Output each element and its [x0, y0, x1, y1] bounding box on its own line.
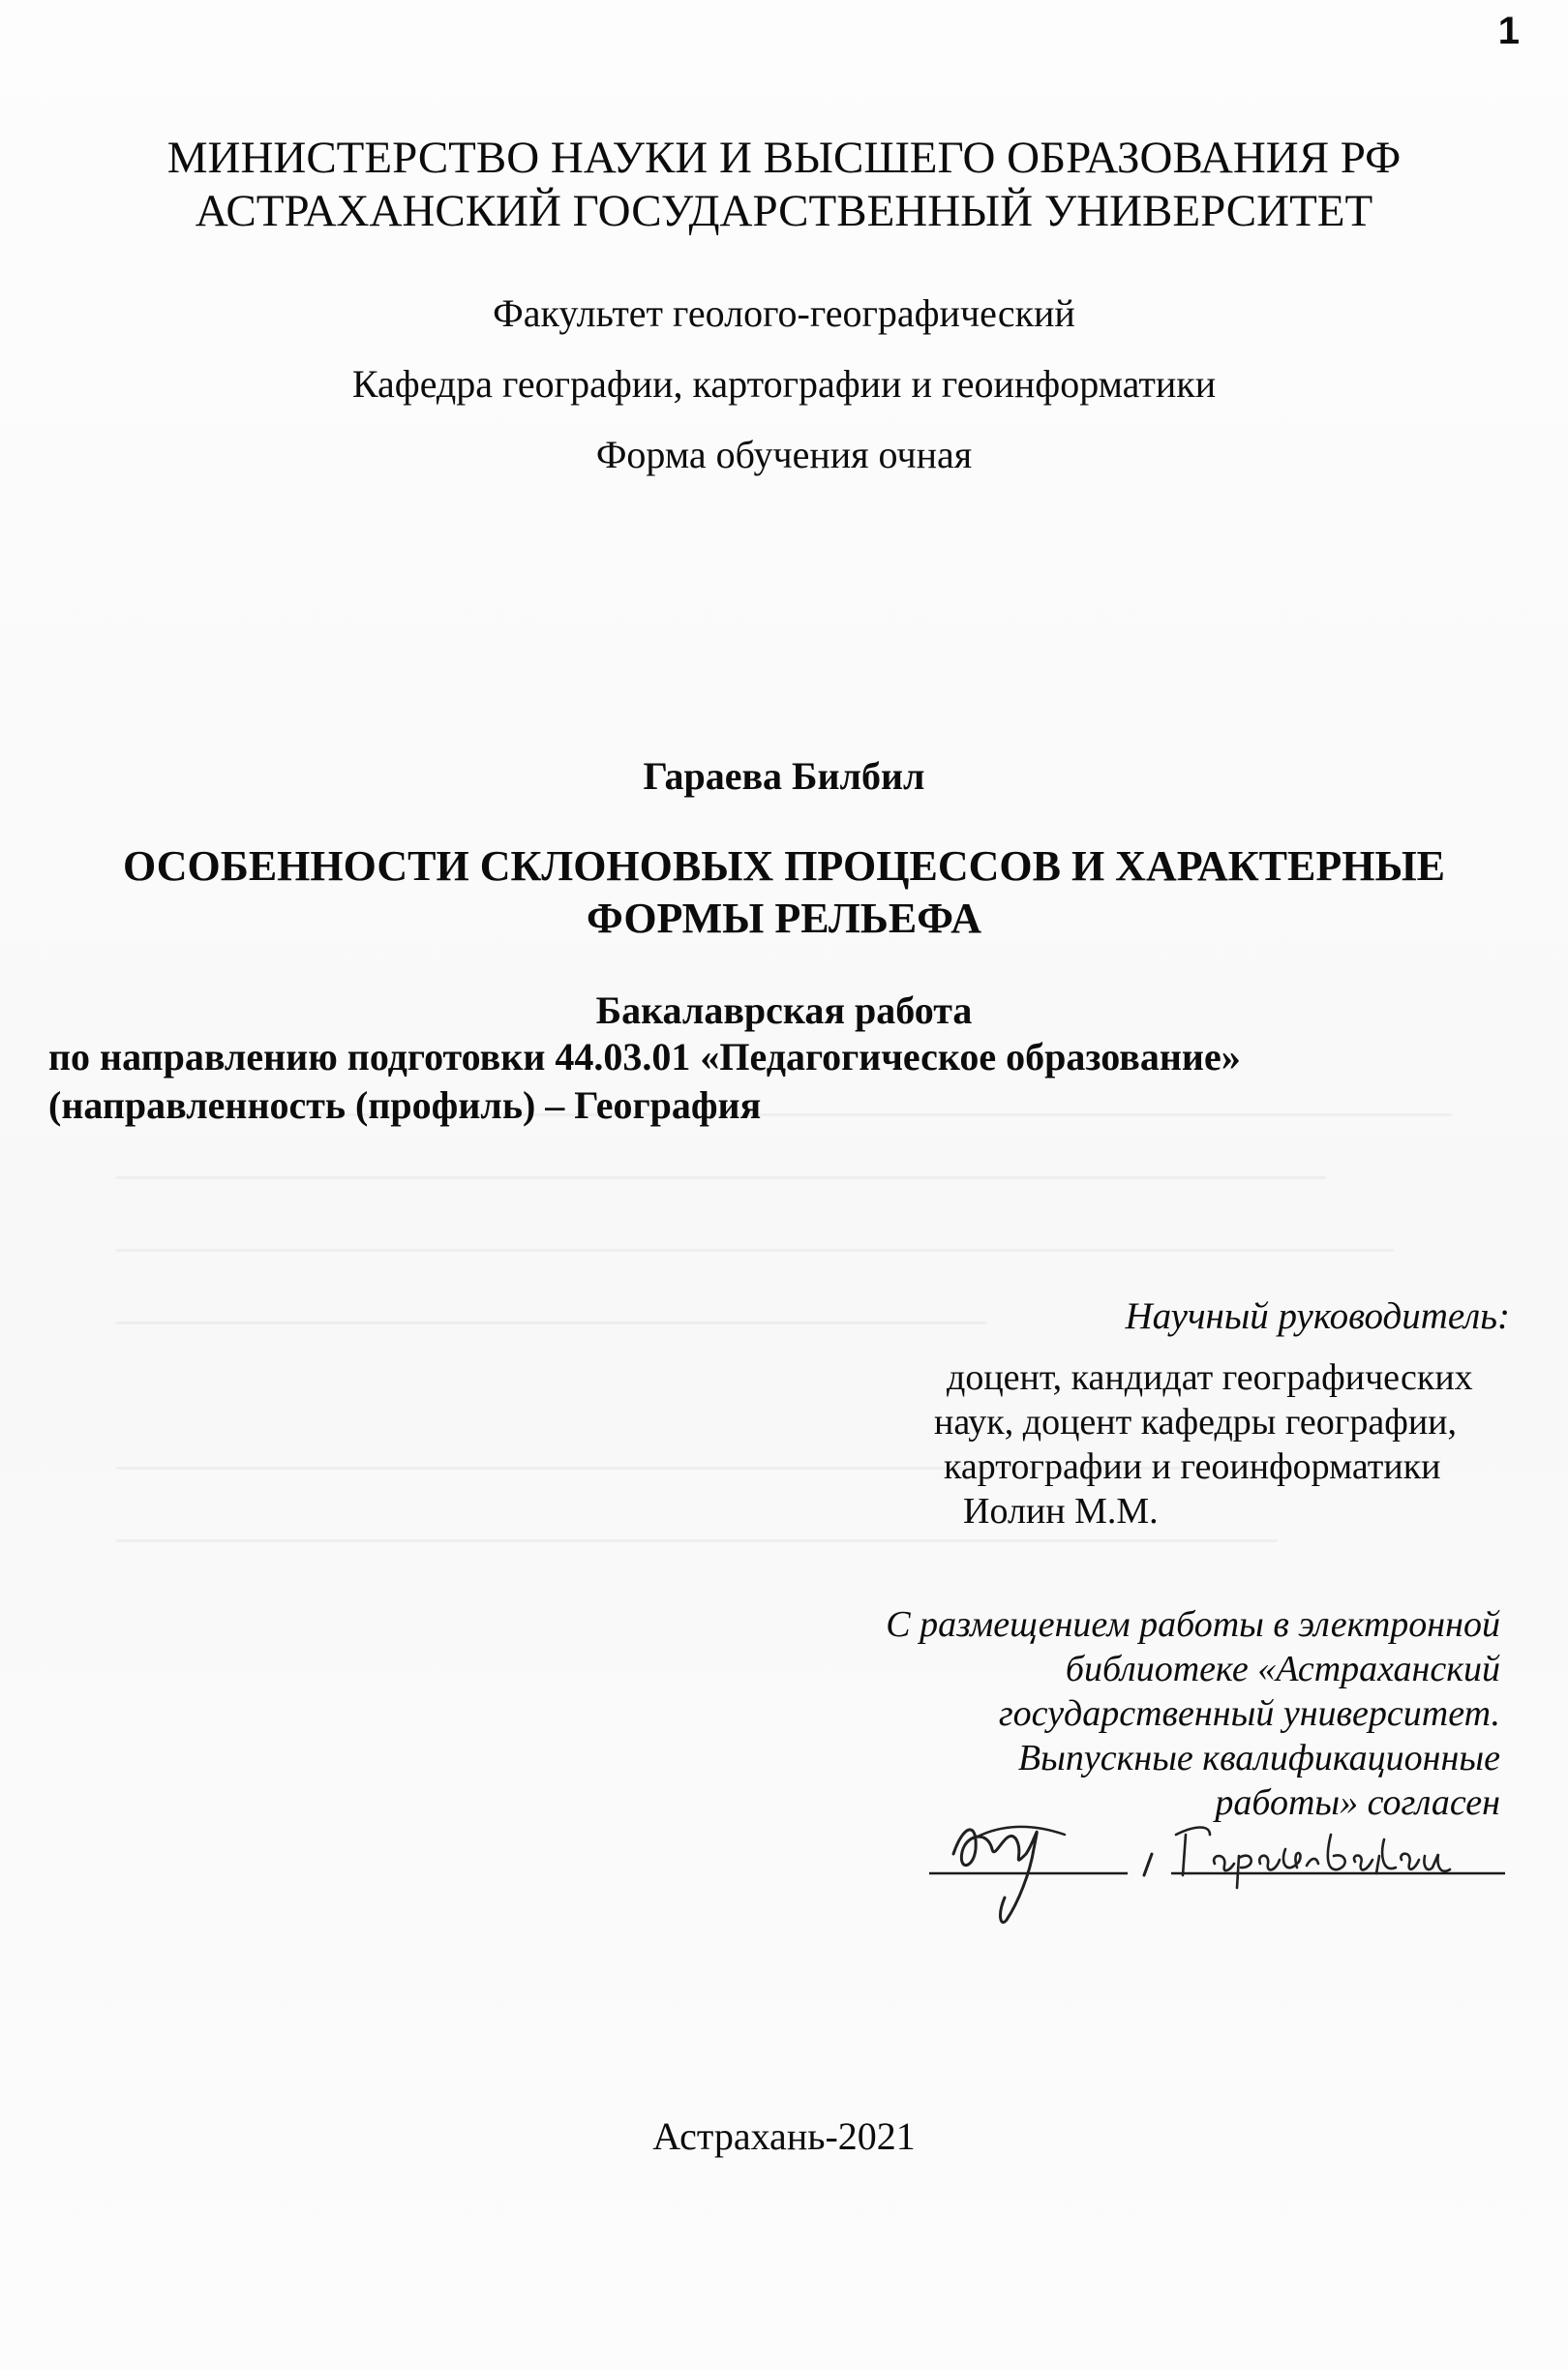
- city-year: Астрахань-2021: [652, 2114, 916, 2158]
- supervisor-line: наук, доцент кафедры географии,: [934, 1402, 1458, 1443]
- consent-line: библиотеке «Астраханский: [1065, 1649, 1500, 1689]
- show-through-line: [116, 1249, 1394, 1252]
- author-name: Гараева Билбил: [643, 754, 925, 798]
- consent-line: Выпускные квалификационные: [1017, 1738, 1500, 1778]
- consent-line: работы» согласен: [1215, 1782, 1500, 1823]
- show-through-line: [116, 1322, 987, 1324]
- supervisor-line: доцент, кандидат географических: [947, 1357, 1473, 1398]
- thesis-title-line-1: ОСОБЕННОСТИ СКЛОНОВЫХ ПРОЦЕССОВ И ХАРАКТЕРНЫЕ: [122, 842, 1446, 890]
- supervisor-name: Иолин М.М.: [963, 1491, 1159, 1532]
- thesis-title-line-2: ФОРМЫ РЕЛЬЕФА: [587, 895, 981, 942]
- show-through-line: [116, 1176, 1326, 1179]
- consent-line: государственный университет.: [998, 1693, 1500, 1734]
- consent-line: С размещением работы в электронной: [886, 1604, 1500, 1645]
- signature-block: [920, 1796, 1520, 1931]
- show-through-line: [116, 1539, 1278, 1542]
- study-form: Форма обучения очная: [595, 433, 973, 476]
- work-direction: по направлению подготовки 44.03.01 «Педагогическое образование»: [48, 1035, 1241, 1079]
- supervisor-line: картографии и геоинформатики: [944, 1446, 1441, 1487]
- faculty-name: Факультет геолого-географический: [493, 291, 1075, 335]
- work-type: Бакалаврская работа: [595, 988, 973, 1032]
- department-name: Кафедра географии, картографии и геоинформатики: [351, 362, 1217, 406]
- supervisor-heading: Научный руководитель:: [1125, 1295, 1510, 1337]
- ministry-name: МИНИСТЕРСТВО НАУКИ И ВЫСШЕГО ОБРАЗОВАНИЯ РФ: [166, 133, 1402, 183]
- university-name: АСТРАХАНСКИЙ ГОСУДАРСТВЕННЫЙ УНИВЕРСИТЕТ: [195, 186, 1373, 236]
- page-number: 1: [1497, 10, 1520, 52]
- handwritten-signature: [920, 1796, 1520, 1931]
- work-profile: (направленность (профиль) – География: [48, 1083, 762, 1127]
